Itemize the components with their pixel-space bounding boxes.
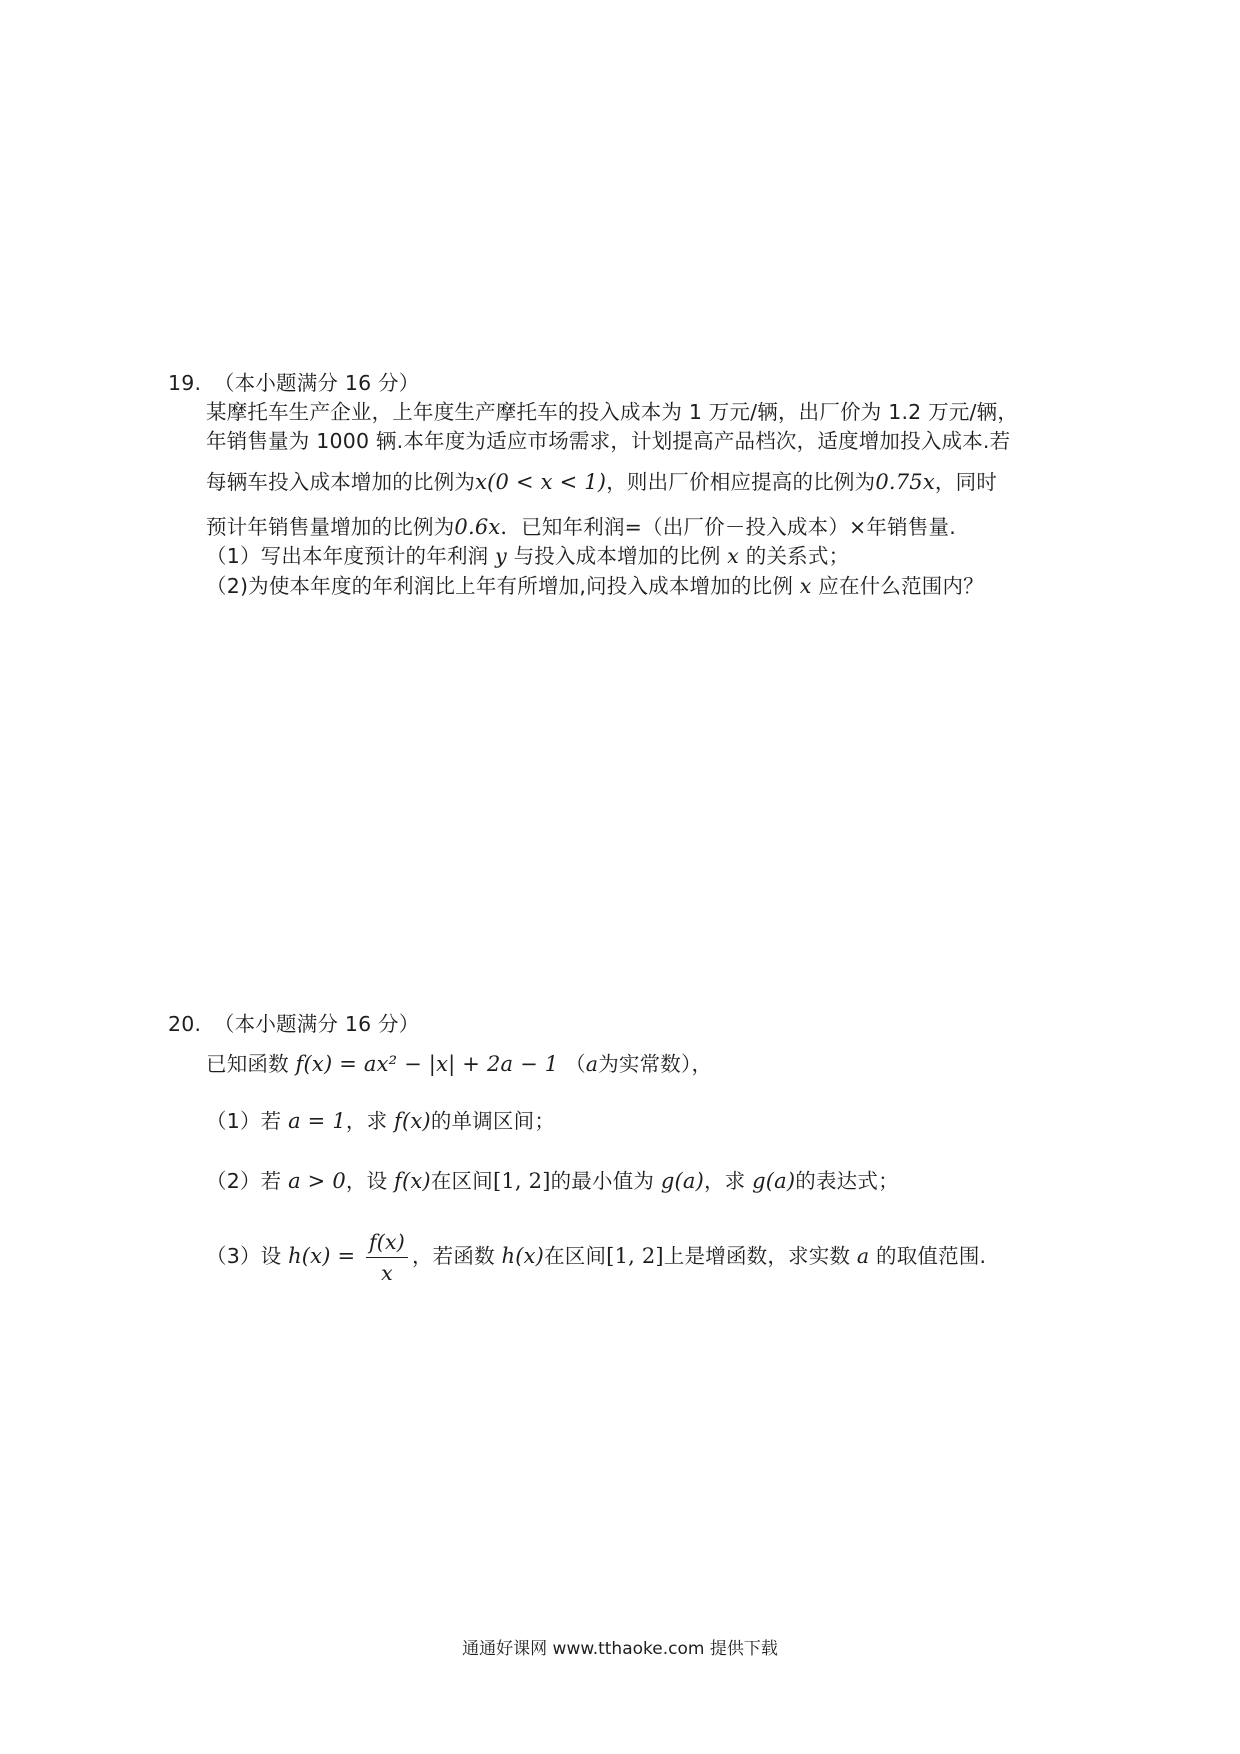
q20-p3-math1: h(x) = [288, 1244, 356, 1268]
q20-intro-a-var: a [585, 1052, 599, 1076]
q19-part2-text-b: 应在什么范围内？ [818, 574, 984, 598]
q19-part1-text-b: 与投入成本增加的比例 [513, 544, 721, 568]
q20-p2-math5: g(a) [752, 1169, 796, 1193]
q19-part1-text-c: 的关系式； [745, 544, 850, 568]
q20-part3 [206, 1226, 986, 1286]
q19-line4 [206, 513, 956, 541]
q19-line4-math: 0.6x [454, 515, 501, 539]
q19-part2-text-a: （2)为使本年度的年利润比上年有所增加,问投入成本增加的比例 [206, 574, 794, 598]
q20-p3-math3: [1, 2] [606, 1244, 664, 1268]
q20-part2 [206, 1167, 899, 1195]
q19-header-line [168, 369, 419, 397]
q19-part2 [206, 572, 984, 600]
q20-p2-text-e: ，求 [703, 1169, 746, 1193]
q20-p3-denominator: x [381, 1260, 393, 1285]
q20-p3-text-d: 上是增函数，求实数 [663, 1244, 851, 1268]
q20-p3-text-c: 在区间 [544, 1244, 607, 1268]
q20-p3-text-b: ，若函数 [411, 1244, 495, 1268]
q20-part1 [206, 1107, 555, 1135]
q20-number: 20. [168, 1012, 202, 1036]
q20-intro-text-b: （ [565, 1052, 586, 1076]
q19-line3-text-a: 每辆车投入成本增加的比例为 [206, 470, 476, 494]
q20-p3-var: a [856, 1244, 870, 1268]
q20-p2-math1: a > 0 [288, 1169, 346, 1193]
q19-line3-math1: x(0 < x < 1) [475, 470, 607, 494]
q20-intro-math: f(x) = ax² − |x| + 2a − 1 [295, 1052, 559, 1076]
q20-p3-math2: h(x) [501, 1244, 545, 1268]
q20-p2-text-a: （2）若 [206, 1169, 282, 1193]
q19-line4-text-b: ．已知年利润=（出厂价－投入成本）×年销售量. [500, 515, 956, 539]
q20-p3-text-a: （3）设 [206, 1244, 282, 1268]
q20-p2-text-c: 在区间 [430, 1169, 493, 1193]
q20-p3-text-e: 的取值范围. [876, 1244, 987, 1268]
q19-part1-text-a: （1）写出本年度预计的年利润 [206, 544, 489, 568]
q20-p1-text-a: （1）若 [206, 1109, 282, 1133]
page-footer: 通通好课网 www.tthaoke.com 提供下载 [462, 1639, 778, 1659]
q19-line3-text-c: ，同时 [934, 470, 998, 494]
q20-header: （本小题满分 16 分） [213, 1012, 420, 1036]
q19-part1-x: x [727, 544, 740, 568]
q19-line3 [206, 468, 997, 496]
q19-number: 19. [168, 371, 202, 395]
q20-header-line [168, 1010, 419, 1038]
q20-p2-text-f: 的表达式； [795, 1169, 899, 1193]
q19-header: （本小题满分 16 分） [213, 371, 420, 395]
q20-p2-text-b: ，设 [345, 1169, 388, 1193]
q20-intro-text-a: 已知函数 [206, 1052, 289, 1076]
q19-line3-math2: 0.75x [875, 470, 935, 494]
q20-p1-math2: f(x) [394, 1109, 431, 1133]
q20-intro [206, 1050, 712, 1078]
q20-p2-math4: g(a) [660, 1169, 704, 1193]
q19-line3-text-b: ，则出厂价相应提高的比例为 [606, 470, 876, 494]
q20-p2-text-d: 的最小值为 [550, 1169, 655, 1193]
q19-line1: 某摩托车生产企业，上年度生产摩托车的投入成本为 1 万元/辆，出厂价为 1.2 万元/辆， [206, 400, 1019, 424]
q19-line2: 年销售量为 1000 辆.本年度为适应市场需求，计划提高产品档次，适度增加投入成本.若 [206, 429, 1011, 453]
q20-p1-text-b: ，求 [345, 1109, 388, 1133]
q20-p1-text-c: 的单调区间； [430, 1109, 556, 1133]
q19-line4-text-a: 预计年销售量增加的比例为 [206, 515, 455, 539]
q20-p3-fraction [366, 1229, 408, 1286]
q19-part1 [206, 542, 849, 570]
q19-part2-x: x [799, 574, 812, 598]
q19-part1-y: y [495, 544, 507, 568]
q20-p3-numerator: f(x) [366, 1229, 408, 1258]
q20-p2-math3: [1, 2] [492, 1169, 551, 1193]
q20-p2-math2: f(x) [394, 1169, 431, 1193]
q20-p1-math1: a = 1 [288, 1109, 346, 1133]
q20-intro-text-c: 为实常数）， [598, 1052, 713, 1076]
